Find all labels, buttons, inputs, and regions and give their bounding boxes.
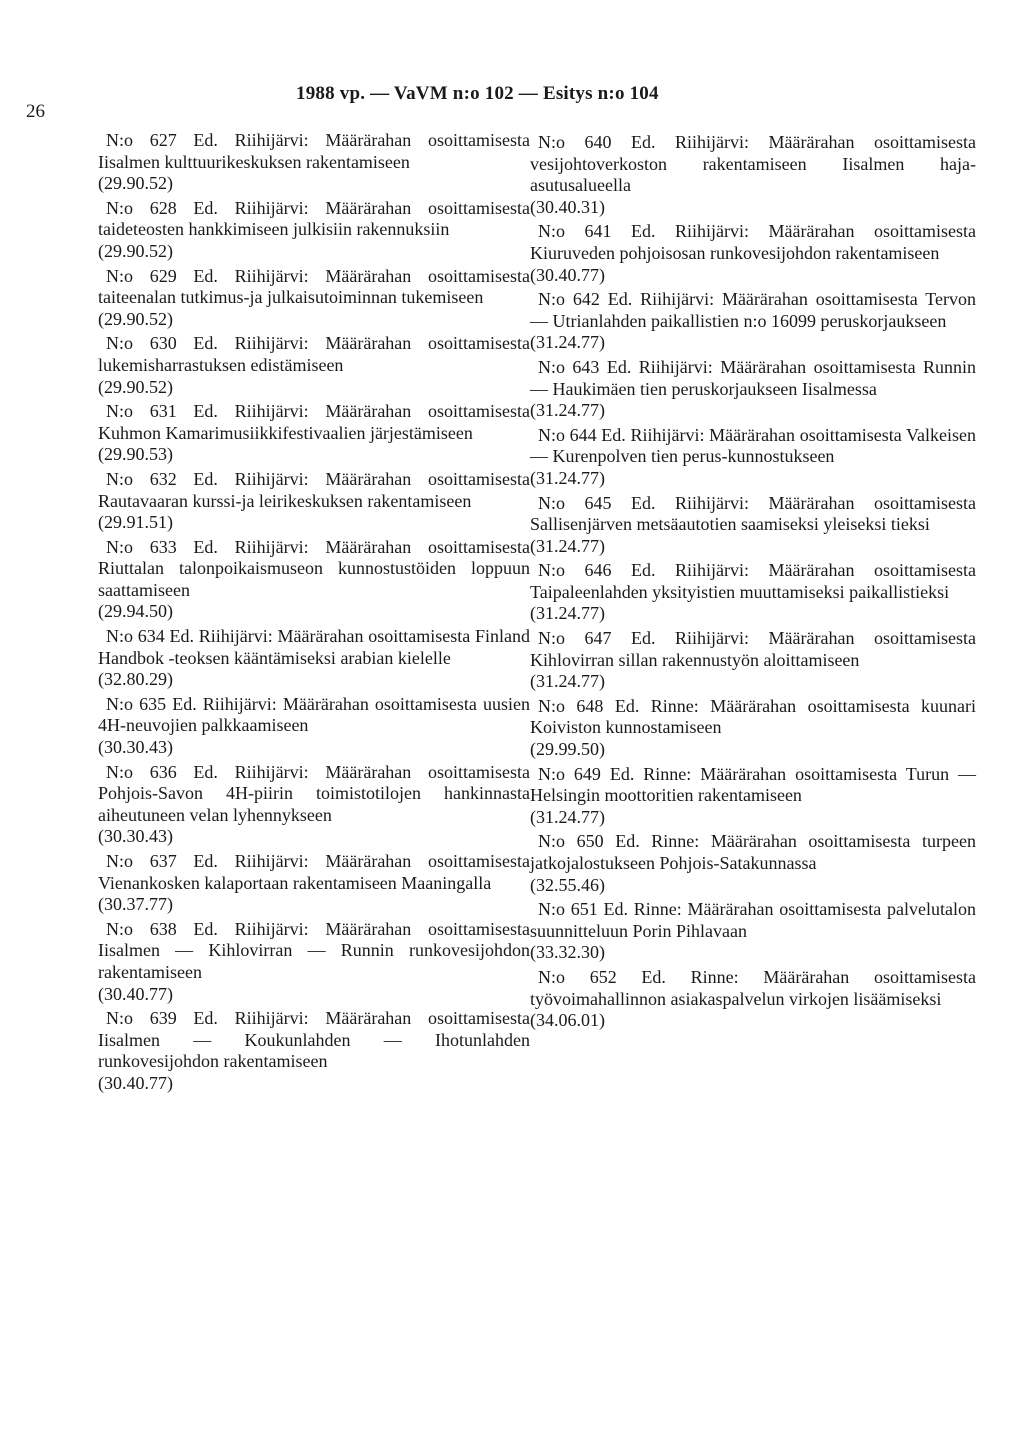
entry-budget-code: (31.24.77)	[530, 535, 605, 556]
entry-649	[530, 764, 976, 829]
entry-648	[530, 696, 976, 761]
entry-budget-code: (30.30.43)	[98, 826, 173, 847]
entry-budget-code: (31.24.77)	[530, 332, 605, 353]
entry-budget-code: (30.40.77)	[98, 983, 173, 1004]
entry-646	[530, 560, 976, 625]
entry-639	[98, 1008, 530, 1094]
entry-631	[98, 401, 530, 466]
entry-text: N:o 644 Ed. Riihijärvi: Määrärahan osoittamisesta Valkeisen — Kurenpolven tien perus-kunnostukseen	[530, 424, 976, 467]
entry-text: N:o 642 Ed. Riihijärvi: Määrärahan osoittamisesta Tervon — Utrianlahden paikallistien n:o 16099 peruskorjaukseen	[530, 289, 976, 331]
entry-text: N:o 641 Ed. Riihijärvi: Määrärahan osoittamisesta Kiuruveden pohjoisosan runkovesijohdon rakentamiseen	[530, 221, 976, 263]
left-column	[98, 130, 530, 1098]
entry-budget-code: (29.90.52)	[98, 308, 173, 329]
entry-budget-code: (30.37.77)	[98, 894, 173, 915]
entry-text: N:o 633 Ed. Riihijärvi: Määrärahan osoittamisesta Riuttalan talonpoikaismuseon kunnostustöiden loppuun saattamiseen	[98, 536, 530, 600]
entry-budget-code: (32.80.29)	[98, 669, 173, 690]
entry-budget-code: (31.24.77)	[530, 467, 605, 488]
right-column	[530, 132, 976, 1035]
entry-text: N:o 643 Ed. Riihijärvi: Määrärahan osoittamisesta Runnin — Haukimäen tien peruskorjaukseen Iisalmessa	[530, 356, 976, 399]
entry-budget-code: (31.24.77)	[530, 806, 605, 827]
entry-budget-code: (31.24.77)	[530, 400, 605, 421]
entry-628	[98, 198, 530, 263]
entry-budget-code: (29.90.52)	[98, 240, 173, 261]
entry-text: N:o 640 Ed. Riihijärvi: Määrärahan osoittamisesta vesijohtoverkoston rakentamiseen Iisalmen haja-asutusalueella	[530, 132, 976, 196]
entry-text: N:o 650 Ed. Rinne: Määrärahan osoittamisesta turpeen jatkojalostukseen Pohjois-Satakunnassa	[530, 831, 976, 873]
entry-text: N:o 627 Ed. Riihijärvi: Määrärahan osoittamisesta Iisalmen kulttuurikeskuksen rakentamiseen	[98, 130, 530, 172]
entry-text: N:o 645 Ed. Riihijärvi: Määrärahan osoittamisesta Sallisenjärven metsäautotien saamiseksi yleiseksi tieksi	[530, 492, 976, 535]
entry-text: N:o 630 Ed. Riihijärvi: Määrärahan osoittamisesta lukemisharrastuksen edistämiseen	[98, 333, 530, 375]
entry-634	[98, 626, 530, 691]
entry-text: N:o 637 Ed. Riihijärvi: Määrärahan osoittamisesta Vienankosken kalaportaan rakentamiseen Maaningalla	[98, 851, 530, 893]
entry-budget-code: (30.30.43)	[98, 737, 173, 758]
entry-text: N:o 638 Ed. Riihijärvi: Määrärahan osoittamisesta Iisalmen — Kihlovirran — Runnin runkovesijohdon rakentamiseen	[98, 918, 530, 982]
entry-650	[530, 831, 976, 896]
entry-text: N:o 632 Ed. Riihijärvi: Määrärahan osoittamisesta Rautavaaran kurssi-ja leirikeskuksen rakentamiseen	[98, 468, 530, 511]
entry-640	[530, 132, 976, 218]
entry-635	[98, 694, 530, 759]
entry-642	[530, 289, 976, 354]
entry-text: N:o 634 Ed. Riihijärvi: Määrärahan osoittamisesta Finland Handbok -teoksen kääntämiseksi arabian kielelle	[98, 626, 530, 668]
entry-budget-code: (30.40.77)	[98, 1072, 173, 1093]
entry-budget-code: (30.40.31)	[530, 196, 605, 217]
entry-budget-code: (29.90.52)	[98, 173, 173, 194]
entry-text: N:o 631 Ed. Riihijärvi: Määrärahan osoittamisesta Kuhmon Kamarimusiikkifestivaalien järjestämiseen	[98, 401, 530, 443]
entry-638	[98, 919, 530, 1005]
entry-budget-code: (33.32.30)	[530, 942, 605, 963]
entry-652	[530, 967, 976, 1032]
entry-budget-code: (29.90.52)	[98, 376, 173, 397]
entry-651	[530, 899, 976, 964]
entry-647	[530, 628, 976, 693]
entry-budget-code: (29.90.53)	[98, 444, 173, 465]
entry-text: N:o 629 Ed. Riihijärvi: Määrärahan osoittamisesta taiteenalan tutkimus-ja julkaisutoiminnan tukemiseen	[98, 265, 530, 308]
entry-643	[530, 357, 976, 422]
entry-budget-code: (31.24.77)	[530, 671, 605, 692]
entry-text: N:o 639 Ed. Riihijärvi: Määrärahan osoittamisesta Iisalmen — Koukunlahden — Ihotunlahden runkovesijohdon rakentamiseen	[98, 1008, 530, 1072]
entry-budget-code: (34.06.01)	[530, 1010, 605, 1031]
entry-text: N:o 652 Ed. Rinne: Määrärahan osoittamisesta työvoimahallinnon asiakaspalvelun virkojen lisäämiseksi	[530, 966, 976, 1009]
entry-641	[530, 221, 976, 286]
entry-budget-code: (31.24.77)	[530, 603, 605, 624]
entry-text: N:o 628 Ed. Riihijärvi: Määrärahan osoittamisesta taideteosten hankkimiseen julkisiin rakennuksiin	[98, 197, 530, 240]
entry-budget-code: (29.99.50)	[530, 739, 605, 760]
entry-text: N:o 635 Ed. Riihijärvi: Määrärahan osoittamisesta uusien 4H-neuvojien palkkaamiseen	[98, 693, 530, 736]
entry-budget-code: (30.40.77)	[530, 264, 605, 285]
entry-budget-code: (29.91.51)	[98, 512, 173, 533]
entry-text: N:o 636 Ed. Riihijärvi: Määrärahan osoittamisesta Pohjois-Savon 4H-piirin toimistotilojen hankinnasta aiheutuneen velan lyhennykseen	[98, 761, 530, 825]
entry-text: N:o 647 Ed. Riihijärvi: Määrärahan osoittamisesta Kihlovirran sillan rakennustyön aloittamiseen	[530, 628, 976, 670]
entry-text: N:o 649 Ed. Rinne: Määrärahan osoittamisesta Turun — Helsingin moottoritien rakentamiseen	[530, 763, 976, 806]
entry-633	[98, 537, 530, 623]
entry-632	[98, 469, 530, 534]
entry-budget-code: (29.94.50)	[98, 601, 173, 622]
entry-text: N:o 646 Ed. Riihijärvi: Määrärahan osoittamisesta Taipaleenlahden yksityistien muuttamiseksi paikallistieksi	[530, 560, 976, 602]
entry-636	[98, 762, 530, 848]
page-number: 26	[26, 101, 45, 122]
entry-text: N:o 648 Ed. Rinne: Määrärahan osoittamisesta kuunari Koiviston kunnostamiseen	[530, 695, 976, 738]
running-header: 1988 vp. — VaVM n:o 102 — Esitys n:o 104	[296, 83, 659, 104]
entry-630	[98, 333, 530, 398]
entry-644	[530, 425, 976, 490]
entry-629	[98, 266, 530, 331]
entry-627	[98, 130, 530, 195]
entry-budget-code: (32.55.46)	[530, 874, 605, 895]
entry-text: N:o 651 Ed. Rinne: Määrärahan osoittamisesta palvelutalon suunnitteluun Porin Pihlavaan	[530, 899, 976, 941]
entry-645	[530, 493, 976, 558]
entry-637	[98, 851, 530, 916]
